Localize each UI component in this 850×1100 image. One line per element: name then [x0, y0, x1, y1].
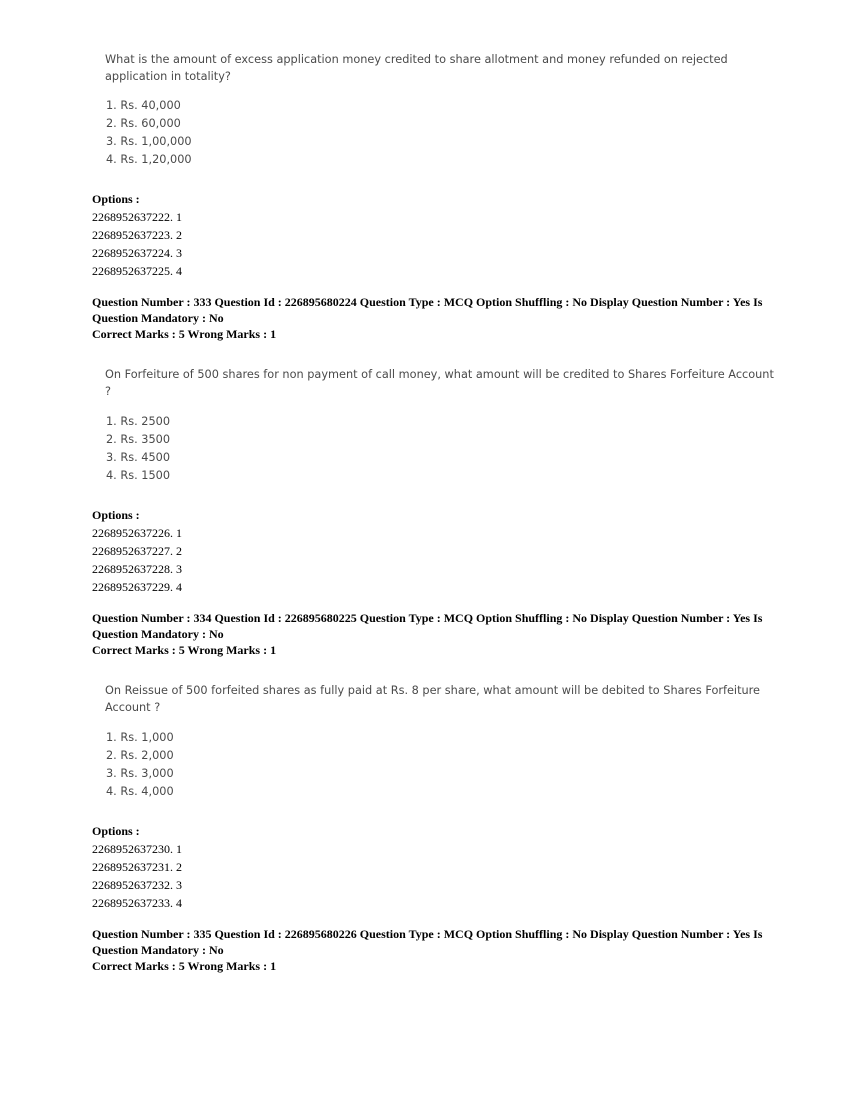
options-list [92, 190, 182, 280]
answer-choices [106, 729, 174, 801]
question-meta-line: Question Mandatory : No [92, 943, 224, 957]
answer-choice: 4. Rs. 1500 [106, 469, 171, 482]
marks-line: Correct Marks : 5 Wrong Marks : 1 [92, 327, 277, 341]
answer-choice: 3. Rs. 4500 [106, 451, 171, 464]
option-id: 2268952637222. 1 [92, 210, 182, 224]
option-id: 2268952637225. 4 [92, 264, 182, 278]
option-id: 2268952637228. 3 [92, 562, 182, 576]
answer-choice: 4. Rs. 1,20,000 [106, 153, 192, 166]
answer-choice: 2. Rs. 3500 [106, 433, 171, 446]
question-text-line: ? [105, 385, 111, 398]
option-id: 2268952637232. 3 [92, 878, 182, 892]
option-id: 2268952637226. 1 [92, 526, 182, 540]
answer-choices [106, 97, 192, 169]
option-id: 2268952637230. 1 [92, 842, 182, 856]
question-text [105, 366, 774, 400]
marks-line: Correct Marks : 5 Wrong Marks : 1 [92, 643, 277, 657]
answer-choice: 2. Rs. 2,000 [106, 749, 174, 762]
question-meta-line: Question Number : 335 Question Id : 226895680226 Question Type : MCQ Option Shuffling : No Display Question Number : Yes Is [92, 927, 763, 941]
answer-choice: 1. Rs. 1,000 [106, 731, 174, 744]
answer-choice: 3. Rs. 1,00,000 [106, 135, 192, 148]
answer-choice: 4. Rs. 4,000 [106, 785, 174, 798]
options-list [92, 506, 182, 596]
question-meta-line: Question Mandatory : No [92, 311, 224, 325]
question-meta-line: Question Number : 334 Question Id : 226895680225 Question Type : MCQ Option Shuffling : No Display Question Number : Yes Is [92, 611, 763, 625]
option-id: 2268952637229. 4 [92, 580, 182, 594]
options-heading: Options : [92, 192, 140, 206]
question-meta-line: Question Number : 333 Question Id : 226895680224 Question Type : MCQ Option Shuffling : No Display Question Number : Yes Is [92, 295, 763, 309]
answer-choice: 2. Rs. 60,000 [106, 117, 181, 130]
answer-choice: 3. Rs. 3,000 [106, 767, 174, 780]
options-heading: Options : [92, 508, 140, 522]
question-text [105, 682, 760, 716]
option-id: 2268952637223. 2 [92, 228, 182, 242]
question-text-line: On Reissue of 500 forfeited shares as fully paid at Rs. 8 per share, what amount will be debited to Shares Forfeiture [105, 684, 760, 697]
question-text-line: Account ? [105, 701, 161, 714]
option-id: 2268952637231. 2 [92, 860, 182, 874]
option-id: 2268952637227. 2 [92, 544, 182, 558]
question-text-line: What is the amount of excess application money credited to share allotment and money refunded on rejected [105, 53, 728, 66]
answer-choice: 1. Rs. 40,000 [106, 99, 181, 112]
question-text [105, 51, 728, 85]
answer-choices [106, 413, 170, 485]
question-meta [92, 610, 772, 658]
option-id: 2268952637233. 4 [92, 896, 182, 910]
question-text-line: On Forfeiture of 500 shares for non payment of call money, what amount will be credited to Shares Forfeiture Account [105, 368, 774, 381]
answer-choice: 1. Rs. 2500 [106, 415, 171, 428]
options-list [92, 822, 182, 912]
question-meta [92, 294, 772, 342]
option-id: 2268952637224. 3 [92, 246, 182, 260]
question-text-line: application in totality? [105, 70, 231, 83]
question-meta [92, 926, 772, 974]
options-heading: Options : [92, 824, 140, 838]
question-meta-line: Question Mandatory : No [92, 627, 224, 641]
marks-line: Correct Marks : 5 Wrong Marks : 1 [92, 959, 277, 973]
